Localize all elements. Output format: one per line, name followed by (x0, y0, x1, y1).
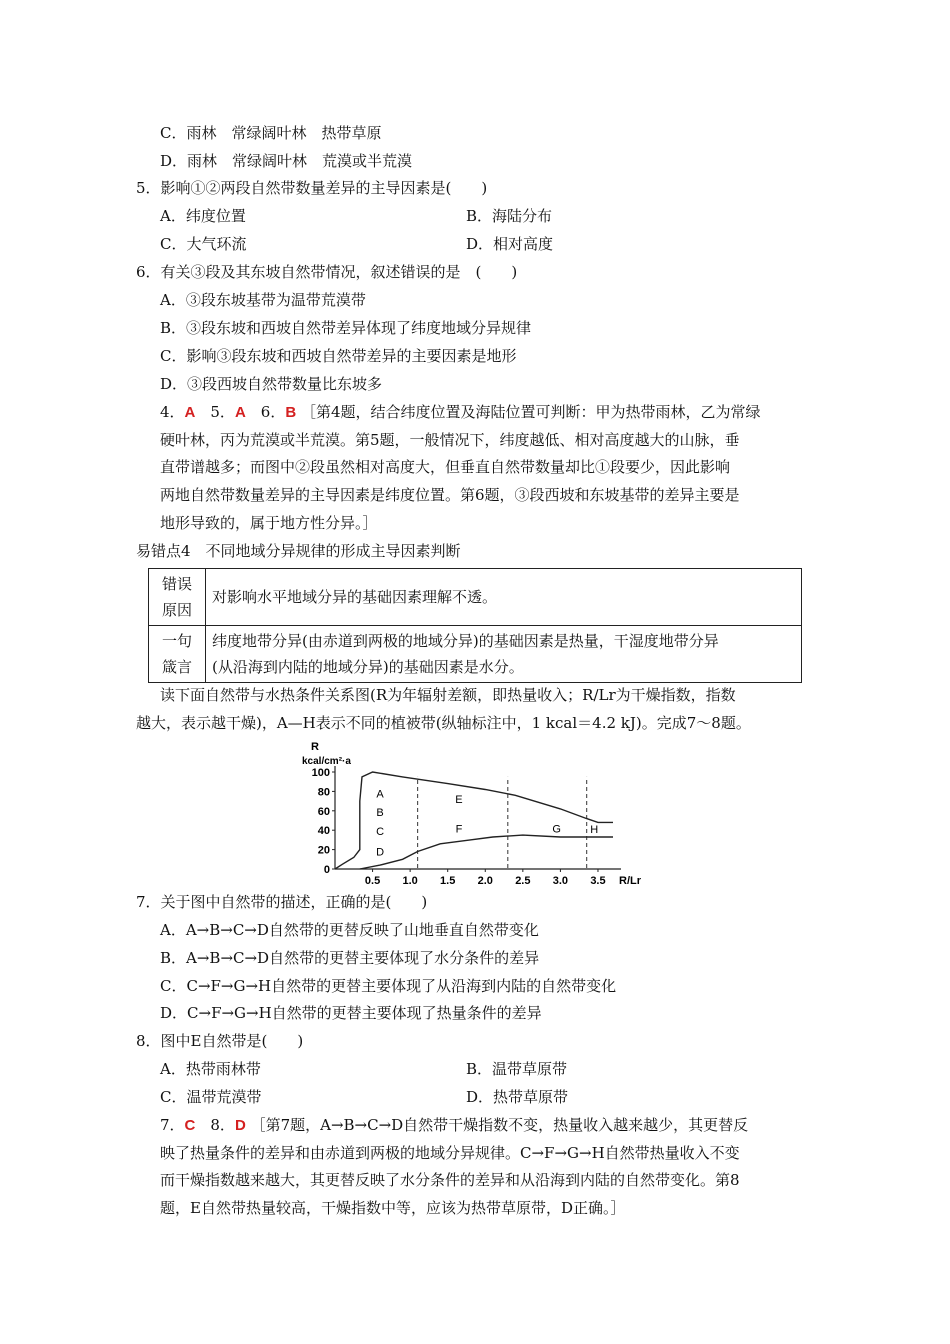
q5-option-c: C．大气环流 (160, 235, 247, 253)
q8-option-a: A．热带雨林带 (160, 1060, 261, 1078)
q7-stem: 7．关于图中自然带的描述，正确的是( ) (136, 893, 428, 911)
q7-option-a: A．A→B→C→D自然带的更替反映了山地垂直自然带变化 (160, 921, 539, 939)
header-line: 箴言 (161, 658, 192, 676)
intro-line2: 越大，表示越干燥)，A—H表示不同的植被带(纵轴标注中，1 kcal＝4.2 kJ)。完成7～8题。 (136, 714, 751, 732)
answer-4-6-line4: 两地自然带数量差异的主导因素是纬度位置。第6题，③段西坡和东坡基带的差异主要是 (160, 486, 740, 504)
answer-4-6-line3: 直带谱越多；而图中②段虽然相对高度大，但垂直自然带数量却比①段要少，因此影响 (160, 458, 731, 476)
header-line: 错误 (161, 575, 192, 593)
answer-num: 7． (160, 1116, 185, 1134)
table-header-cell (149, 626, 206, 683)
table-row (149, 626, 802, 683)
answer-key: B (285, 404, 297, 421)
x-tick-label: 3.0 (552, 875, 569, 887)
error-table (148, 568, 802, 683)
q8-option-c: C．温带荒漠带 (160, 1088, 262, 1106)
q7-option-c: C．C→F→G→H自然带的更替主要体现了从沿海到内陆的自然带变化 (160, 977, 617, 995)
answer-num: 5． (195, 403, 235, 421)
x-tick-label: 2.0 (477, 875, 493, 887)
q6-option-c: C．影响③段东坡和西坡自然带差异的主要因素是地形 (160, 347, 517, 365)
zone-label: A (376, 788, 384, 801)
q5-option-d: D．相对高度 (466, 235, 554, 253)
zone-label: B (376, 806, 384, 819)
y-tick-label: 20 (317, 844, 330, 857)
explanation-text: ［第4题，结合纬度位置及海陆位置可判断：甲为热带雨林，乙为常绿 (300, 403, 761, 421)
y-tick-label: 60 (317, 805, 330, 818)
answer-key: A (184, 404, 196, 421)
answer-4-6-line1 (160, 402, 761, 423)
zone-label: G (552, 823, 561, 836)
header-line: 原因 (161, 601, 192, 619)
table-row (149, 569, 802, 626)
table-body-cell: 对影响水平地域分异的基础因素理解不透。 (206, 569, 802, 626)
q5-option-a: A．纬度位置 (160, 207, 246, 225)
y-tick-label: 80 (317, 786, 330, 799)
answer-key: C (184, 1117, 196, 1134)
answer-num: 6． (245, 403, 286, 421)
answer-7-8-line4: 题，E自然带热量较高，干燥指数中等，应该为热带草原带，D正确。］ (160, 1199, 626, 1217)
intro-line1: 读下面自然带与水热条件关系图(R为年辐射差额，即热量收入；R/Lr为干燥指数，指数 (160, 686, 736, 704)
explanation-text: ［第7题，A→B→C→D自然带干燥指数不变，热量收入越来越少，其更替反 (250, 1116, 749, 1134)
header-line: 一句 (161, 632, 192, 650)
q6-option-a: A．③段东坡基带为温带荒漠带 (160, 291, 366, 309)
answer-7-8-line3: 而干燥指数越来越大，其更替反映了水分条件的差异和从沿海到内陆的自然带变化。第8 (160, 1171, 740, 1189)
y-tick-label: 0 (323, 864, 330, 876)
answer-4-6-line5: 地形导致的，属于地方性分异。］ (160, 514, 378, 532)
q8-option-d: D．热带草原带 (466, 1088, 569, 1106)
x-tick-label: 1.5 (440, 875, 456, 887)
x-axis-label: R/Lr (619, 875, 641, 887)
answer-key: D (234, 1117, 246, 1134)
section-title: 易错点4 不同地域分异规律的形成主导因素判断 (136, 542, 461, 560)
y-tick-label: 40 (317, 825, 330, 838)
body-line: (从沿海到内陆的地域分异)的基础因素是水分。 (212, 658, 524, 676)
q6-option-b: B．③段东坡和西坡自然带差异体现了纬度地域分异规律 (160, 319, 532, 337)
x-tick-label: 1.0 (402, 875, 418, 887)
q7-option-b: B．A→B→C→D自然带的更替主要体现了水分条件的差异 (160, 949, 540, 967)
q4-option-d: D．雨林 常绿阔叶林 荒漠或半荒漠 (160, 152, 413, 170)
zone-label: C (376, 826, 385, 839)
lower-curve (360, 835, 613, 869)
x-tick-label: 0.5 (364, 875, 381, 887)
zone-label: E (455, 794, 463, 807)
q7-option-d: D．C→F→G→H自然带的更替主要体现了热量条件的差异 (160, 1004, 542, 1022)
answer-7-8-line2: 映了热量条件的差异和由赤道到两极的地域分异规律。C→F→G→H自然带热量收入不变 (160, 1144, 740, 1162)
y-tick-label: 100 (311, 767, 330, 779)
zone-label: F (455, 823, 463, 836)
answer-7-8-line1 (160, 1115, 748, 1136)
q5-stem: 5．影响①②两段自然带数量差异的主导因素是( ) (136, 179, 488, 197)
zone-label: D (376, 846, 385, 859)
x-tick-label: 3.5 (590, 875, 606, 887)
answer-key: A (234, 404, 246, 421)
zone-label: H (590, 824, 599, 837)
table-body-cell (206, 626, 802, 683)
q6-option-d: D．③段西坡自然带数量比东坡多 (160, 375, 383, 393)
q8-option-b: B．温带草原带 (466, 1060, 568, 1078)
x-tick-label: 2.5 (515, 875, 531, 887)
table-header-cell (149, 569, 206, 626)
q6-stem: 6．有关③段及其东坡自然带情况，叙述错误的是 ( ) (136, 263, 518, 281)
q5-option-b: B．海陆分布 (466, 207, 553, 225)
answer-num: 8． (195, 1116, 235, 1134)
y-axis-unit: kcal/cm²·a (302, 756, 351, 767)
body-line: 纬度地带分异(由赤道到两极的地域分异)的基础因素是热量，干湿度地带分异 (212, 632, 719, 650)
q8-stem: 8．图中E自然带是( ) (136, 1032, 304, 1050)
answer-4-6-line2: 硬叶林，丙为荒漠或半荒漠。第5题，一般情况下，纬度越低、相对高度越大的山脉，垂 (160, 431, 740, 449)
zone-chart (300, 740, 645, 890)
answer-num: 4． (160, 403, 185, 421)
y-axis-label: R (311, 741, 319, 753)
q4-option-c: C．雨林 常绿阔叶林 热带草原 (160, 124, 382, 142)
